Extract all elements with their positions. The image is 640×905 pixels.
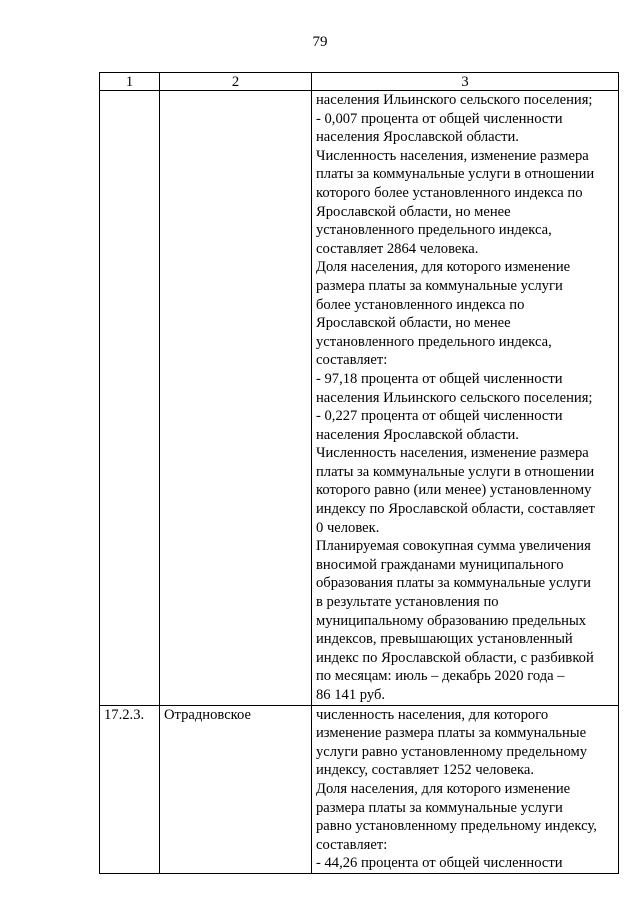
municipality-name-cell [160, 91, 312, 706]
municipality-name-cell: Отрадновское [160, 705, 312, 873]
table-header-row [100, 73, 619, 91]
column-header-3: 3 [312, 73, 619, 91]
description-cell: населения Ильинского сельского поселения; - 0,007 процента от общей численности населения Ярославской области. Численность населения, изменение размера платы за коммунальные услуги в отношении которого более установленного индекса по Ярославской области, но менее установленного предельного индекса, составляет 2864 человека. Доля населения, для которого изменение размера платы за коммунальные услуги более установленного индекса по Ярославской области, но менее установленного предельного индекса, составляет: - 97,18 процента от общей численности населения Ильинского сельского поселения; - 0,227 процента от общей численности населения Ярославской области. Численность населения, изменение размера платы за коммунальные услуги в отношении которого равно (или менее) установленному индексу по Ярославской области, составляет 0 человек. Планируемая совокупная сумма увеличения вносимой гражданами муниципального образования платы за коммунальные услуги в результате установления по муниципальному образованию предельных индексов, превышающих установленный индекс по Ярославской области, с разбивкой по месяцам: июль – декабрь 2020 года – 86 141 руб. [312, 91, 619, 706]
page-number: 79 [312, 34, 328, 50]
column-header-2: 2 [160, 73, 312, 91]
table-row [100, 91, 619, 706]
row-number-cell [100, 91, 160, 706]
table-row [100, 705, 619, 873]
column-header-1: 1 [100, 73, 160, 91]
description-cell: численность населения, для которого изменение размера платы за коммунальные услуги равно установленному предельному индексу, составляет 1252 человека. Доля населения, для которого изменение размера платы за коммунальные услуги равно установленному предельному индексу, составляет: - 44,26 процента от общей численности [312, 705, 619, 873]
row-number-cell: 17.2.3. [100, 705, 160, 873]
document-table [99, 72, 619, 874]
